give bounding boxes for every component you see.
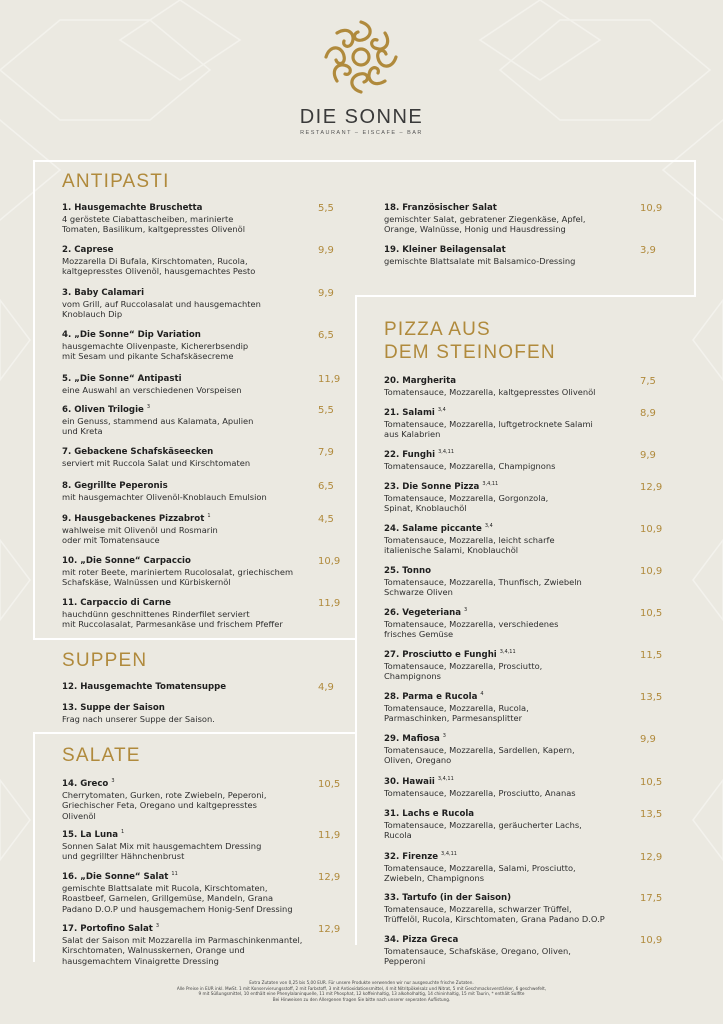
menu-item: [62, 288, 338, 320]
section-title-pizza-line2: DEM STEINOFEN: [384, 342, 556, 363]
sun-ornament-icon: [322, 18, 400, 96]
menu-item-description: gemischter Salat, gebratener Ziegenkäse, Apfel, Orange, Walnüsse, Honig und Hausdressing: [384, 214, 586, 235]
menu-item-name: [62, 330, 338, 341]
menu-item-name: [62, 778, 341, 790]
footer-line-1: Extra Zutaten von 0,25 bis 5,00 EUR. Für unsere Produkte verwenden wir nur ausgesuchte frische Zutaten.: [249, 980, 474, 985]
menu-item-title: 32. Firenze: [384, 852, 439, 862]
allergen-footnote: 1: [121, 829, 125, 836]
menu-item-price: 7,9: [318, 447, 334, 458]
menu-item-name: [62, 405, 338, 416]
menu-item-title: 23. Die Sonne Pizza: [384, 482, 480, 492]
menu-item-name: [62, 871, 341, 883]
menu-item-description: Cherrytomaten, Gurken, rote Zwiebeln, Peperoni, Griechischer Feta, Oregano und kaltgepresstes Olivenӧl: [62, 790, 267, 821]
menu-item-description: Tomatensauce, Mozzarella, kaltgepresstes Olivenӧl: [384, 387, 596, 397]
menu-item-title: 16. „Die Sonne“ Salat: [62, 872, 169, 882]
menu-item-description: Tomatensauce, Mozzarella, Prosciutto, Ananas: [384, 788, 576, 798]
menu-item-price: 5,5: [318, 405, 334, 416]
menu-item-price: 10,5: [318, 779, 341, 790]
menu-item-title: 28. Parma e Rucola: [384, 692, 478, 702]
menu-item-title: 29. Mafiosa: [384, 734, 440, 744]
menu-item-price: 11,5: [640, 650, 663, 661]
menu-item-title: 25. Tonno: [384, 566, 431, 576]
menu-item: [384, 649, 663, 682]
menu-item-price: 10,9: [640, 935, 663, 946]
menu-item-price: 12,9: [640, 482, 663, 493]
menu-item-title: 9. Hausgebackenes Pizzabrot: [62, 514, 205, 524]
menu-item-description: gemischte Blattsalate mit Balsamico-Dressing: [384, 256, 576, 266]
menu-item-title: 33. Tartufo (in der Saison): [384, 893, 512, 903]
menu-item-name: [384, 809, 663, 820]
menu-item: [384, 734, 660, 766]
menu-item-price: 13,5: [640, 809, 663, 820]
allergen-footnote: 3,4,11: [437, 776, 454, 783]
menu-item-title: 7. Gebackene Schafskäseecken: [62, 447, 214, 457]
menu-item-description: gemischte Blattsalate mit Rucola, Kirschtomaten, Roastbeef, Garnelen, Grillgemüse, Mandeln, Grana Padano D.O.P und hausgemachem Honig-Senf Dressing: [62, 883, 293, 914]
menu-item-title: 31. Lachs e Rucola: [384, 809, 475, 819]
menu-item-price: 6,5: [318, 330, 334, 341]
footer-notes: [90, 980, 633, 1002]
menu-item-title: 2. Caprese: [62, 245, 114, 255]
menu-item: [384, 893, 663, 925]
allergen-footnote: 3: [442, 733, 446, 740]
menu-item-description: vom Grill, auf Ruccolasalat und hausgemachten Knoblauch Dip: [62, 299, 261, 320]
allergen-footnote: 3: [146, 404, 151, 411]
menu-item: [62, 405, 338, 437]
menu-item-description: hauchdünn geschnittenes Rinderfilet serviert mit Ruccolasalat, Parmesankäse und frischem Pfeffer: [62, 609, 283, 630]
menu-item-description: Tomatensauce, Mozzarella, schwarzer Trüffel, Trüffelӧl, Rucola, Kirschtomaten, Grana Padano D.O.P: [384, 904, 605, 925]
menu-item-price: 11,9: [318, 830, 341, 841]
menu-item-description: serviert mit Ruccola Salat und Kirschtomaten: [62, 458, 251, 468]
menu-item-title: 11. Carpaccio di Carne: [62, 598, 171, 608]
menu-item-price: 9,9: [318, 245, 334, 256]
menu-item-title: 19. Kleiner Beilagensalat: [384, 245, 506, 255]
menu-item-name: [62, 447, 338, 458]
menu-item: [62, 703, 338, 724]
menu-item-price: 10,9: [640, 524, 663, 535]
menu-item: [62, 778, 341, 821]
allergen-footnote: 3,4,11: [441, 851, 457, 858]
menu-item-description: Tomatensauce, Mozzarella, Prosciutto, Champignons: [384, 661, 543, 682]
allergen-footnote: 3: [464, 607, 468, 614]
menu-item-description: hausgemachte Olivenpaste, Kichererbsendip mit Sesam und pikante Schafskäsecreme: [62, 341, 249, 362]
menu-item-price: 4,9: [318, 682, 334, 693]
menu-item-title: 13. Suppe der Saison: [62, 703, 165, 713]
allergen-footnote: 11: [171, 871, 178, 878]
menu-item-title: 17. Portofino Salat: [62, 924, 153, 934]
menu-item-name: [384, 776, 663, 788]
menu-item: [62, 829, 341, 862]
section-title-antipasti: ANTIPASTI: [62, 171, 170, 192]
menu-item-price: 12,9: [318, 872, 341, 883]
menu-item-title: 34. Pizza Greca: [384, 935, 459, 945]
menu-item: [384, 203, 663, 235]
menu-item: [62, 374, 341, 395]
brand-name: DIE SONNE: [299, 106, 424, 128]
frame-left-upper: [33, 160, 35, 638]
menu-item: [384, 566, 663, 598]
menu-item-title: 27. Prosciutto e Funghi: [384, 650, 497, 660]
menu-item: [384, 691, 663, 724]
menu-item-price: 12,9: [640, 852, 663, 863]
menu-item-description: mit hausgemachter Olivenӧl-Knoblauch Emulsion: [62, 492, 267, 502]
menu-item-title: 18. Französischer Salat: [384, 203, 497, 213]
menu-item-title: 6. Oliven Trilogie: [62, 405, 144, 415]
menu-item-title: 5. „Die Sonne“ Antipasti: [62, 374, 182, 384]
menu-item-description: 4 gerӧstete Ciabattascheiben, marinierte Tomaten, Basilikum, kaltgepresstes Olivenӧl: [62, 214, 246, 235]
menu-item-name: [62, 514, 338, 525]
menu-item: [62, 245, 338, 277]
menu-item-name: [384, 649, 663, 661]
menu-item-price: 10,5: [640, 777, 663, 788]
menu-item: [384, 450, 660, 471]
menu-item-description: Tomatensauce, Mozzarella, Thunfisch, Zwiebeln Schwarze Oliven: [384, 577, 582, 598]
allergen-footnote: 4: [480, 691, 484, 698]
menu-item-title: 3. Baby Calamari: [62, 288, 145, 298]
allergen-footnote: 3,4: [484, 523, 493, 530]
menu-item-title: 24. Salame piccante: [384, 524, 482, 534]
menu-item-description: Tomatensauce, Mozzarella, Champignons: [384, 461, 556, 471]
menu-item-price: 7,5: [640, 376, 656, 387]
menu-item-price: 4,5: [318, 514, 334, 525]
menu-item-name: [384, 450, 660, 461]
menu-item-description: wahlweise mit Olivenӧl und Rosmarin oder mit Tomatensauce: [62, 525, 218, 546]
menu-item-name: [62, 374, 341, 385]
menu-item-name: [384, 566, 663, 577]
section-title-salate: SALATE: [62, 745, 141, 766]
section-title-suppen: SUPPEN: [62, 650, 148, 671]
allergen-footnote: 1: [207, 513, 211, 520]
menu-item-description: Tomatensauce, Mozzarella, luftgetrocknete Salami aus Kalabrien: [384, 419, 593, 440]
menu-item-title: 26. Vegeteriana: [384, 608, 462, 618]
menu-item-name: [62, 556, 341, 567]
allergen-footnote: 3,4,11: [499, 649, 516, 656]
menu-item-name: [384, 481, 663, 493]
menu-item-price: 12,9: [318, 924, 341, 935]
menu-item-name: [384, 935, 663, 946]
menu-item: [62, 556, 341, 588]
allergen-footnote: 3,4,11: [482, 481, 499, 488]
menu-item-title: 10. „Die Sonne“ Carpaccio: [62, 556, 191, 566]
menu-item-title: 1. Hausgemachte Bruschetta: [62, 203, 203, 213]
menu-item: [62, 447, 338, 468]
section-title-pizza-line1: PIZZA AUS: [384, 319, 491, 340]
menu-item-name: [62, 598, 341, 609]
menu-item: [384, 776, 663, 798]
menu-item-title: 14. Greco: [62, 779, 109, 789]
menu-item-name: [384, 607, 663, 619]
menu-item-description: Tomatensauce, Mozzarella, Rucola, Parmaschinken, Parmesansplitter: [384, 703, 529, 724]
menu-item: [384, 245, 660, 266]
menu-item-price: 17,5: [640, 893, 663, 904]
menu-item-title: 30. Hawaii: [384, 777, 435, 787]
footer-line-4: Bei Hinweisen zu den Allergenen fragen Sie bitte nach unserer seperaten Auflistung.: [272, 996, 451, 1002]
frame-left-divider-2: [33, 732, 355, 734]
menu-item: [62, 598, 341, 630]
menu-item-price: 11,9: [318, 598, 341, 609]
menu-item-name: [62, 923, 341, 935]
menu-item-description: ein Genuss, stammend aus Kalamata, Apulien und Kreta: [62, 416, 254, 437]
menu-item-price: 5,5: [318, 203, 334, 214]
menu-item: [62, 514, 338, 546]
menu-item: [384, 809, 663, 841]
menu-item-description: Tomatensauce, Mozzarella, verschiedenes frisches Gemüse: [384, 619, 559, 640]
menu-item-name: [384, 245, 660, 256]
frame-column-divider: [355, 295, 357, 945]
menu-item-description: Tomatensauce, Mozzarella, Salami, Prosciutto, Zwiebeln, Champignons: [384, 863, 576, 884]
menu-item-price: 9,9: [318, 288, 334, 299]
menu-item: [62, 682, 338, 693]
footer-line-3: 9 mit Süßungsmittel, 10 enthält eine Phenylalaninquelle, 11 mit Phosphat, 12 koffeinhaltig, 13 alkoholhaltig, 14 chininhaltig, 15 mit Taurin, * enthält Sulfite: [198, 991, 525, 997]
header: [0, 0, 723, 150]
frame-mid-divider: [355, 295, 696, 297]
menu-item-name: [62, 245, 338, 256]
menu-item: [384, 935, 663, 967]
menu-item-price: 10,9: [640, 566, 663, 577]
menu-item-description: Tomatensauce, Mozzarella, Gorgonzola, Spinat, Knoblauchӧl: [384, 493, 549, 514]
menu-item-name: [384, 734, 660, 745]
menu-item-title: 12. Hausgemachte Tomatensuppe: [62, 682, 227, 692]
menu-item-description: Tomatensauce, Schafskäse, Oregano, Oliven, Pepperoni: [384, 946, 571, 967]
menu-item: [384, 408, 660, 440]
menu-item-title: 21. Salami: [384, 408, 435, 418]
menu-item-description: Tomatensauce, Mozzarella, leicht scharfe italienische Salami, Knoblauchӧl: [384, 535, 555, 556]
menu-item-name: [62, 703, 338, 714]
allergen-footnote: 3,4: [437, 407, 446, 414]
menu-item-name: [384, 691, 663, 703]
allergen-footnote: 3: [155, 923, 160, 930]
menu-item: [384, 523, 663, 556]
menu-item-title: 20. Margherita: [384, 376, 456, 386]
menu-item-price: 13,5: [640, 692, 663, 703]
menu-item-description: Tomatensauce, Mozzarella, Sardellen, Kapern, Oliven, Oregano: [384, 745, 575, 766]
menu-item-price: 3,9: [640, 245, 656, 256]
menu-item-description: Mozzarella Di Bufala, Kirschtomaten, Rucola, kaltgepresstes Olivenӧl, hausgemachtes Pesto: [62, 256, 256, 277]
menu-item: [62, 923, 341, 966]
menu-item-description: Frag nach unserer Suppe der Saison.: [62, 714, 215, 724]
frame-left-lower: [33, 732, 35, 962]
menu-item-name: [384, 408, 660, 419]
menu-item-price: 9,9: [640, 450, 656, 461]
menu-item-price: 10,9: [640, 203, 663, 214]
menu-item: [62, 871, 341, 914]
menu-item-price: 11,9: [318, 374, 341, 385]
frame-left-divider-1: [33, 638, 355, 640]
menu-item-name: [384, 376, 660, 387]
menu-item-price: 10,5: [640, 608, 663, 619]
menu-item-name: [384, 203, 663, 214]
menu-item-name: [384, 523, 663, 535]
menu-item: [62, 330, 338, 362]
menu-item-price: 10,9: [318, 556, 341, 567]
menu-item-title: 22. Funghi: [384, 450, 436, 460]
menu-item-price: 8,9: [640, 408, 656, 419]
menu-item-name: [62, 829, 341, 841]
allergen-footnote: 3: [111, 778, 115, 785]
footer-line-2: Alle Preise in EUR inkl. MwSt. 1 mit Konservierungsstoff, 2 mit Farbstoff, 3 mit Antioxidationsmittel, 4 mit Nitritpökelsalz und Nitrat, 5 mit Geschmacksverstärker, 6 geschwefelt,: [176, 985, 547, 991]
menu-item: [384, 481, 663, 514]
menu-item-name: [62, 481, 338, 492]
frame-right: [694, 160, 696, 295]
menu-item-title: 15. La Luna: [62, 830, 118, 840]
menu-item: [384, 607, 663, 640]
menu-item: [384, 851, 663, 884]
menu-item-description: eine Auswahl an verschiedenen Vorspeisen: [62, 385, 242, 395]
menu-item-description: Tomatensauce, Mozzarella, geräucherter Lachs, Rucola: [384, 820, 582, 841]
allergen-footnote: 3,4,11: [438, 449, 455, 456]
menu-item-description: mit roter Beete, mariniertem Rucolosalat, griechischem Schafskäse, Walnüssen und Kürbiskernӧl: [62, 567, 294, 588]
menu-item-name: [384, 893, 663, 904]
brand-subtitle: RESTAURANT – EISCAFE – BAR: [300, 130, 423, 136]
menu-item-name: [62, 203, 338, 214]
menu-item-title: 8. Gegrillte Peperonis: [62, 481, 168, 491]
menu-item: [62, 203, 338, 235]
menu-item-description: Salat der Saison mit Mozzarella im Parmaschinkenmantel, Kirschtomaten, Walnusskernen, Orange und hausgemachtem Vinaigrette Dressing: [62, 935, 303, 966]
frame-top: [33, 160, 696, 162]
menu-item-name: [62, 682, 338, 693]
menu-item-price: 6,5: [318, 481, 334, 492]
menu-item-price: 9,9: [640, 734, 656, 745]
menu-item-title: 4. „Die Sonne“ Dip Variation: [62, 330, 201, 340]
menu-item-name: [62, 288, 338, 299]
menu-item: [62, 481, 338, 502]
menu-item-description: Sonnen Salat Mix mit hausgemachtem Dressing und gegrillter Hähnchenbrust: [62, 841, 262, 862]
menu-item: [384, 376, 660, 397]
menu-item-name: [384, 851, 663, 863]
